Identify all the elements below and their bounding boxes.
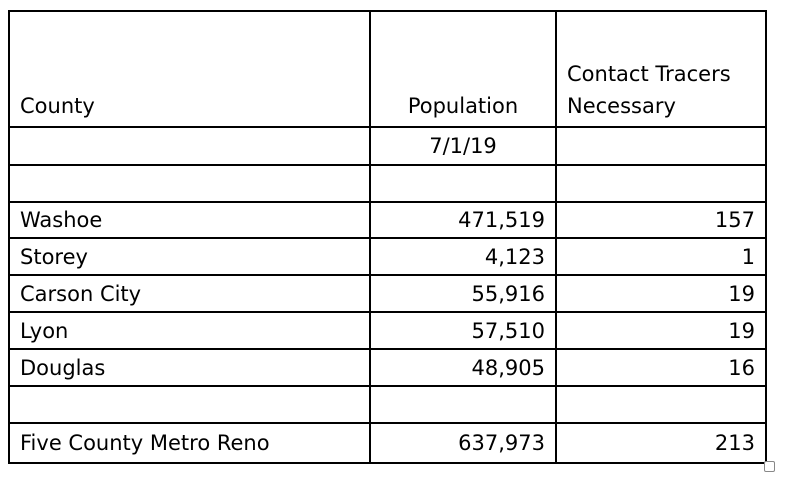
total-county-cell[interactable] — [9, 423, 370, 463]
population-cell[interactable] — [370, 349, 556, 386]
table-row — [9, 238, 766, 275]
date-row-county-cell[interactable] — [9, 127, 370, 165]
date-row-tracers-cell[interactable] — [556, 127, 766, 165]
spacer-cell[interactable] — [556, 165, 766, 202]
tracers-value: 19 — [728, 318, 755, 343]
population-value: 48,905 — [471, 355, 545, 380]
header-contact-line1: Contact Tracers — [567, 62, 731, 86]
county-name: Washoe — [20, 208, 103, 232]
county-cell[interactable] — [9, 238, 370, 275]
spacer-cell[interactable] — [9, 386, 370, 423]
county-name: Carson City — [20, 281, 142, 306]
spacer-cell[interactable] — [9, 165, 370, 202]
population-value: 471,519 — [458, 208, 545, 232]
spacer-cell[interactable] — [556, 386, 766, 423]
population-cell[interactable] — [370, 238, 556, 275]
date-row-population-cell[interactable] — [370, 127, 556, 165]
tracers-value: 157 — [714, 208, 755, 232]
tracers-value: 16 — [728, 355, 755, 380]
tracers-cell[interactable] — [556, 349, 766, 386]
county-cell[interactable] — [9, 312, 370, 349]
total-row — [9, 423, 766, 463]
population-cell[interactable] — [370, 312, 556, 349]
header-population: Population — [407, 94, 519, 118]
header-contact-line2: Necessary — [567, 94, 676, 118]
population-date: 7/1/19 — [429, 134, 497, 158]
total-tracers-cell[interactable] — [556, 423, 766, 463]
header-population-cell[interactable] — [370, 11, 556, 127]
county-cell[interactable] — [9, 202, 370, 238]
county-name: Storey — [20, 244, 88, 269]
header-county-cell[interactable] — [9, 11, 370, 127]
spacer-cell[interactable] — [370, 386, 556, 423]
header-contact-cell[interactable] — [556, 11, 766, 127]
table-row — [9, 312, 766, 349]
population-cell[interactable] — [370, 202, 556, 238]
table-row — [9, 202, 766, 238]
table-row — [9, 275, 766, 312]
header-row — [9, 11, 766, 127]
tracers-value: 1 — [741, 244, 755, 269]
header-county: County — [20, 94, 95, 118]
population-value: 57,510 — [471, 318, 545, 343]
county-cell[interactable] — [9, 349, 370, 386]
tracers-value: 19 — [728, 281, 755, 306]
county-cell[interactable] — [9, 275, 370, 312]
date-row — [9, 127, 766, 165]
total-tracers: 213 — [714, 431, 755, 455]
total-population-cell[interactable] — [370, 423, 556, 463]
table-row — [9, 349, 766, 386]
spacer-cell[interactable] — [370, 165, 556, 202]
table-resize-handle[interactable] — [764, 461, 775, 472]
total-label: Five County Metro Reno — [20, 431, 270, 455]
county-name: Lyon — [20, 318, 69, 343]
tracers-cell[interactable] — [556, 275, 766, 312]
total-population: 637,973 — [458, 431, 545, 455]
tracers-cell[interactable] — [556, 202, 766, 238]
county-population-table — [8, 10, 767, 464]
population-cell[interactable] — [370, 275, 556, 312]
spacer-row — [9, 165, 766, 202]
spacer-row — [9, 386, 766, 423]
tracers-cell[interactable] — [556, 238, 766, 275]
population-value: 4,123 — [484, 244, 545, 269]
county-name: Douglas — [20, 355, 106, 380]
population-value: 55,916 — [471, 281, 545, 306]
tracers-cell[interactable] — [556, 312, 766, 349]
